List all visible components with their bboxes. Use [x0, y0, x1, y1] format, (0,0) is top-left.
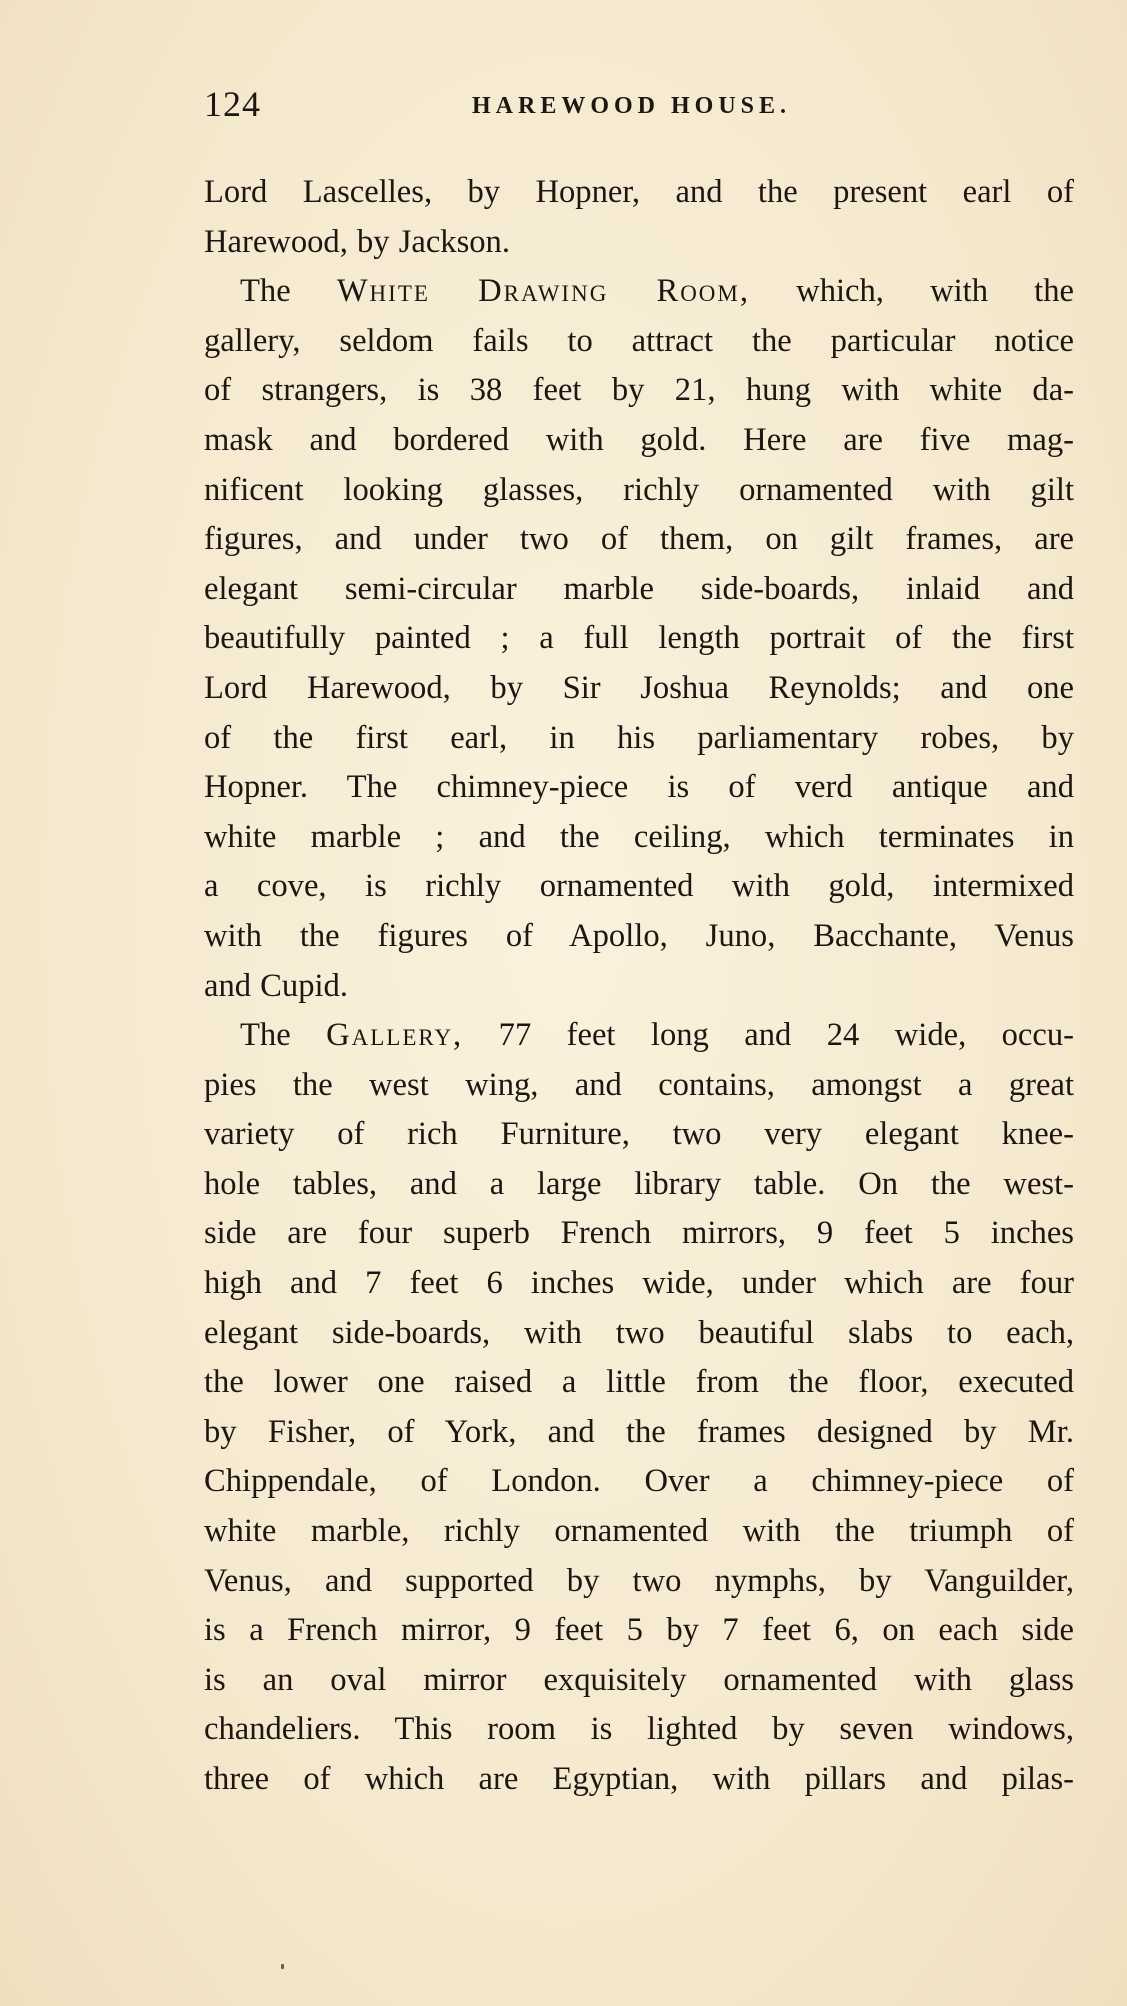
text-line: elegant semi-circular marble side-boards, inlaid and [204, 570, 1074, 607]
text-line: Venus, and supported by two nymphs, by Vanguilder, [204, 1562, 1074, 1599]
text-line: and Cupid. [204, 967, 348, 1004]
text-line: variety of rich Furniture, two very elegant knee- [204, 1116, 1074, 1153]
text-line: Lord Harewood, by Sir Joshua Reynolds; and one [204, 669, 1074, 706]
text-line: pies the west wing, and contains, amongst a great [204, 1066, 1074, 1103]
text-line: by Fisher, of York, and the frames designed by Mr. [204, 1413, 1074, 1450]
text-line: figures, and under two of them, on gilt frames, are [204, 521, 1074, 558]
text-fragment: The [240, 1017, 291, 1054]
text-line: chandeliers. This room is lighted by seven windows, [204, 1711, 1074, 1748]
text-line: high and 7 feet 6 inches wide, under which are four [204, 1265, 1074, 1302]
text-line: Hopner. The chimney-piece is of verd antique and [204, 769, 1074, 806]
running-head [204, 84, 1064, 132]
body-text [204, 168, 1074, 1805]
ink-speck [281, 1964, 284, 1969]
text-line: a cove, is richly ornamented with gold, intermixed [204, 868, 1074, 905]
text-line: white marble ; and the ceiling, which terminates in [204, 818, 1074, 855]
text-line: the lower one raised a little from the floor, executed [204, 1364, 1074, 1401]
text-line: with the figures of Apollo, Juno, Bacchante, Venus [204, 917, 1074, 954]
text-fragment: which, with the [796, 273, 1074, 310]
text-line: mask and bordered with gold. Here are five mag- [204, 421, 1074, 458]
text-line: elegant side-boards, with two beautiful slabs to each, [204, 1314, 1074, 1351]
text-line: hole tables, and a large library table. On the west- [204, 1165, 1074, 1202]
paragraph-opening-line [204, 1011, 1074, 1061]
text-line: Harewood, by Jackson. [204, 223, 510, 260]
text-line: nificent looking glasses, richly ornamented with gilt [204, 471, 1074, 508]
text-line: side are four superb French mirrors, 9 feet 5 inches [204, 1215, 1074, 1252]
text-line: white marble, richly ornamented with the triumph of [204, 1513, 1074, 1550]
text-line: beautifully painted ; a full length portrait of the first [204, 620, 1074, 657]
text-line: three of which are Egyptian, with pillars and pilas- [204, 1761, 1074, 1797]
text-line: of the first earl, in his parliamentary robes, by [204, 719, 1074, 756]
text-line: Lord Lascelles, by Hopner, and the present earl of [204, 174, 1074, 210]
text-line: of strangers, is 38 feet by 21, hung with white da- [204, 372, 1074, 409]
text-line: is an oval mirror exquisitely ornamented with glass [204, 1661, 1074, 1698]
text-line: Chippendale, of London. Over a chimney-piece of [204, 1463, 1074, 1500]
room-name-gallery: Gallery, [326, 1017, 464, 1054]
text-fragment: The [240, 273, 291, 310]
text-line: gallery, seldom fails to attract the particular notice [204, 322, 1074, 359]
room-name-white-drawing-room: White Drawing Room, [336, 273, 751, 310]
text-line: is a French mirror, 9 feet 5 by 7 feet 6, on each side [204, 1612, 1074, 1649]
running-title: HAREWOOD HOUSE. [472, 93, 792, 119]
paragraph-opening-line [204, 267, 1074, 317]
page-number: 124 [204, 84, 261, 124]
text-fragment: 77 feet long and 24 wide, occu- [498, 1017, 1074, 1054]
